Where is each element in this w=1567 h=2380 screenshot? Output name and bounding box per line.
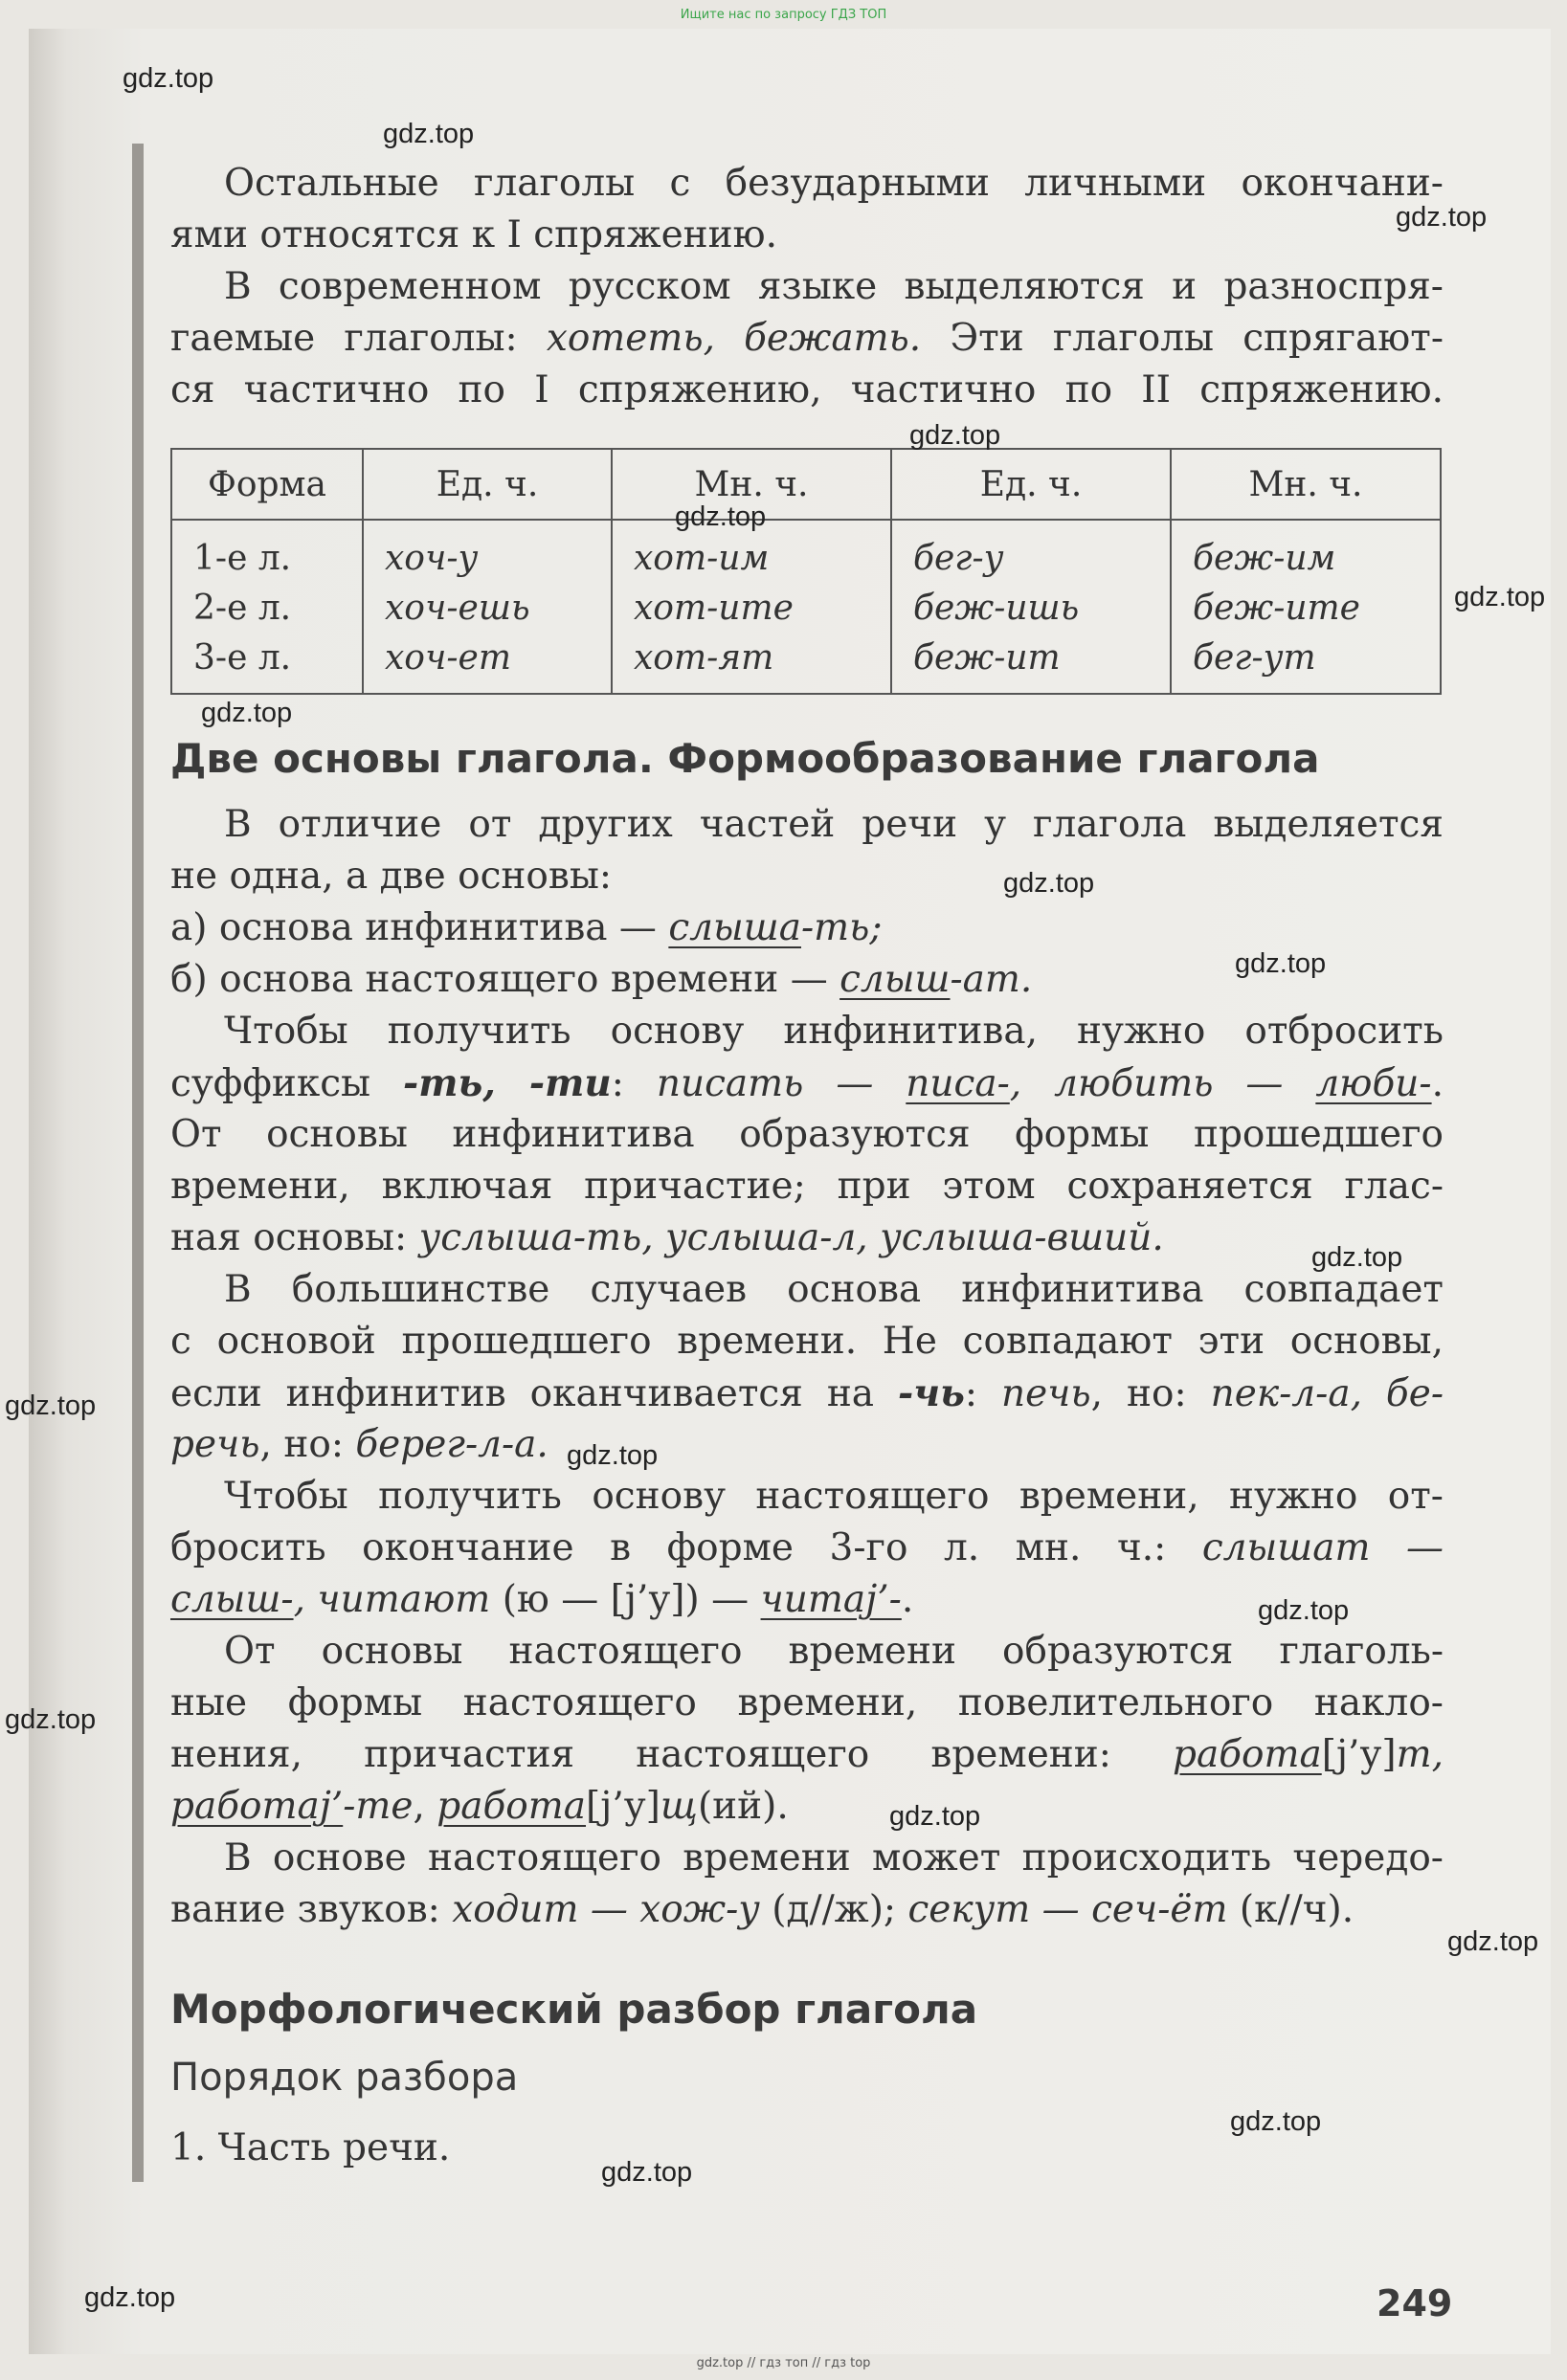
watermark: gdz.top <box>1447 1926 1539 1957</box>
text-line: не одна, а две основы: <box>170 855 613 898</box>
watermark: gdz.top <box>1230 2106 1322 2137</box>
watermark: gdz.top <box>84 2282 176 2313</box>
page-margin-bar <box>132 144 144 2182</box>
top-banner: Ищите нас по запросу ГДЗ ТОП <box>680 8 887 22</box>
text-line: В основе настоящего времени может происходить чередо- <box>224 1836 1444 1880</box>
table-header: Ед. ч. <box>363 449 612 520</box>
cell-hotet-singular: хоч-у хоч-ешь хоч-ет <box>363 520 612 694</box>
text-line: б) основа настоящего времени — слыш-ат. <box>170 958 1033 1001</box>
paragraph-1-line-1: Остальные глаголы с безударными личными окончани- <box>224 162 1444 205</box>
text-line: В большинстве случаев основа инфинитива совпадает <box>224 1268 1444 1311</box>
text-line: Чтобы получить основу настоящего времени, нужно от- <box>224 1475 1444 1518</box>
section-heading-morphology: Морфологический разбор глагола <box>170 1986 978 2033</box>
text-line: ная основы: услыша-ть, услыша-л, услыша-вший. <box>170 1216 1164 1259</box>
watermark: gdz.top <box>1258 1595 1350 1626</box>
text-line: если инфинитив оканчивается на -чь: печь, но: пек-л-а, бе- <box>170 1371 1444 1415</box>
watermark: gdz.top <box>201 698 293 728</box>
paragraph-2-line-3: ся частично по I спряжению, частично по II спряжению. <box>170 368 1444 411</box>
text-line: речь, но: берег-л-а. <box>170 1423 548 1466</box>
form-cell: 1-е л. 2-е л. 3-е л. <box>171 520 363 694</box>
table-row <box>171 520 1441 694</box>
table-header: Мн. ч. <box>1171 449 1441 520</box>
cell-bezhat-plural: беж-им беж-ите бег-ут <box>1171 520 1441 694</box>
text-line: суффиксы -ть, -ти: писать — писа-, любить — люби-. <box>170 1061 1444 1105</box>
text-line: нения, причастия настоящего времени: работа[j’у]т, <box>170 1733 1444 1776</box>
watermark: gdz.top <box>889 1801 981 1832</box>
text-line: с основой прошедшего времени. Не совпадают эти основы, <box>170 1320 1444 1363</box>
paragraph-2-line-1: В современном русском языке выделяются и разноспря- <box>224 265 1444 308</box>
table-header: Ед. ч. <box>891 449 1171 520</box>
table-header-row <box>171 449 1441 520</box>
text-line: Чтобы получить основу инфинитива, нужно отбросить <box>224 1010 1444 1053</box>
watermark: gdz.top <box>1454 582 1546 612</box>
cell-bezhat-singular: бег-у беж-ишь беж-ит <box>891 520 1171 694</box>
text-line: а) основа инфинитива — слыша-ть; <box>170 906 883 949</box>
text-line: вание звуков: ходит — хож-у (д//ж); секут — сеч-ёт (к//ч). <box>170 1888 1354 1931</box>
watermark: gdz.top <box>601 2157 693 2188</box>
text-line: От основы инфинитива образуются формы прошедшего <box>170 1113 1444 1156</box>
subheading-parsing-order: Порядок разбора <box>170 2056 519 2100</box>
section-heading-two-stems: Две основы глагола. Формообразование глагола <box>170 735 1320 782</box>
text-line: работаj’-те, работа[j’у]щ(ий). <box>170 1785 789 1828</box>
page-number: 249 <box>1377 2282 1453 2324</box>
text-line: времени, включая причастие; при этом сохраняется глас- <box>170 1165 1444 1208</box>
paragraph-1-line-2: ями относятся к I спряжению. <box>170 213 777 256</box>
table-header: Мн. ч. <box>612 449 891 520</box>
text-line: бросить окончание в форме 3-го л. мн. ч.: слышат — <box>170 1526 1444 1569</box>
watermark: gdz.top <box>675 501 767 532</box>
table-header: Форма <box>171 449 363 520</box>
list-item: 1. Часть речи. <box>170 2126 451 2169</box>
bottom-banner: gdz.top // гдз топ // гдз top <box>696 2356 871 2370</box>
conjugation-table <box>170 448 1442 695</box>
cell-hotet-plural: хот-им хот-ите хот-ят <box>612 520 891 694</box>
watermark: gdz.top <box>567 1440 659 1471</box>
paragraph-2-line-2: гаемые глаголы: хотеть, бежать. Эти глаголы спрягают- <box>170 317 1444 360</box>
watermark: gdz.top <box>1396 202 1488 233</box>
watermark: gdz.top <box>383 119 475 149</box>
watermark: gdz.top <box>5 1390 97 1421</box>
watermark: gdz.top <box>5 1704 97 1735</box>
text-line: ные формы настоящего времени, повелительного накло- <box>170 1681 1444 1724</box>
watermark: gdz.top <box>909 420 1001 451</box>
text-line: В отличие от других частей речи у глагола выделяется <box>224 803 1444 846</box>
watermark: gdz.top <box>1235 948 1327 979</box>
watermark: gdz.top <box>1311 1242 1403 1273</box>
watermark: gdz.top <box>123 63 214 94</box>
watermark: gdz.top <box>1003 868 1095 899</box>
text-line: От основы настоящего времени образуются глаголь- <box>224 1630 1444 1673</box>
text-line: слыш-, читают (ю — [j’у]) — читаj’-. <box>170 1578 914 1621</box>
